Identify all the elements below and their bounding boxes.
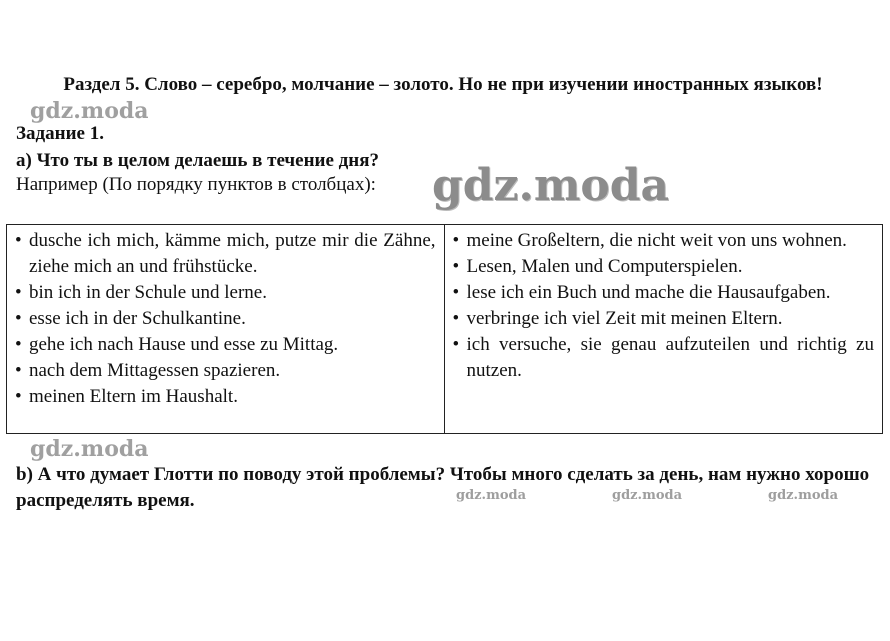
left-item: • dusche ich mich, kämme mich, putze mir die Zähne, ziehe mich an und frühstücke. <box>15 228 436 280</box>
watermark-small-2: gdz.moda <box>612 488 683 503</box>
left-item: • gehe ich nach Hause und esse zu Mittag. <box>15 332 436 358</box>
left-item: • bin ich in der Schule und lerne. <box>15 280 436 306</box>
watermark-top-left: gdz.moda <box>30 98 149 124</box>
right-item: • ich versuche, sie genau aufzuteilen und richtig zu nutzen. <box>453 332 875 384</box>
section-heading: Раздел 5. Слово – серебро, молчание – золото. Но не при изучении иностранных языков! <box>63 74 823 95</box>
right-item: • verbringe ich viel Zeit mit meinen Eltern. <box>453 306 875 332</box>
right-item: • Lesen, Malen und Computerspielen. <box>453 254 875 280</box>
left-item: • nach dem Mittagessen spazieren. <box>15 358 436 384</box>
question-a: а) Что ты в целом делаешь в течение дня? <box>16 150 379 171</box>
watermark-small-3: gdz.moda <box>768 488 839 503</box>
left-item: • meinen Eltern im Haushalt. <box>15 384 436 410</box>
watermark-small-1: gdz.moda <box>456 488 527 503</box>
watermark-big: gdz.moda <box>432 160 670 211</box>
watermark-lower-left: gdz.moda <box>30 436 149 462</box>
task-title: Задание 1. <box>16 123 104 144</box>
right-item: • lese ich ein Buch und mache die Hausaufgaben. <box>453 280 875 306</box>
example-line: Например (По порядку пунктов в столбцах): <box>16 174 376 195</box>
right-item: • meine Großeltern, die nicht weit von uns wohnen. <box>453 228 875 254</box>
answer-table <box>6 224 883 434</box>
right-column <box>445 225 883 433</box>
left-item: • esse ich in der Schulkantine. <box>15 306 436 332</box>
left-column <box>7 225 445 433</box>
question-b: b) А что думает Глотти по поводу этой проблемы? Чтобы много сделать за день, нам нужно хорошо распределять время. <box>16 464 870 511</box>
